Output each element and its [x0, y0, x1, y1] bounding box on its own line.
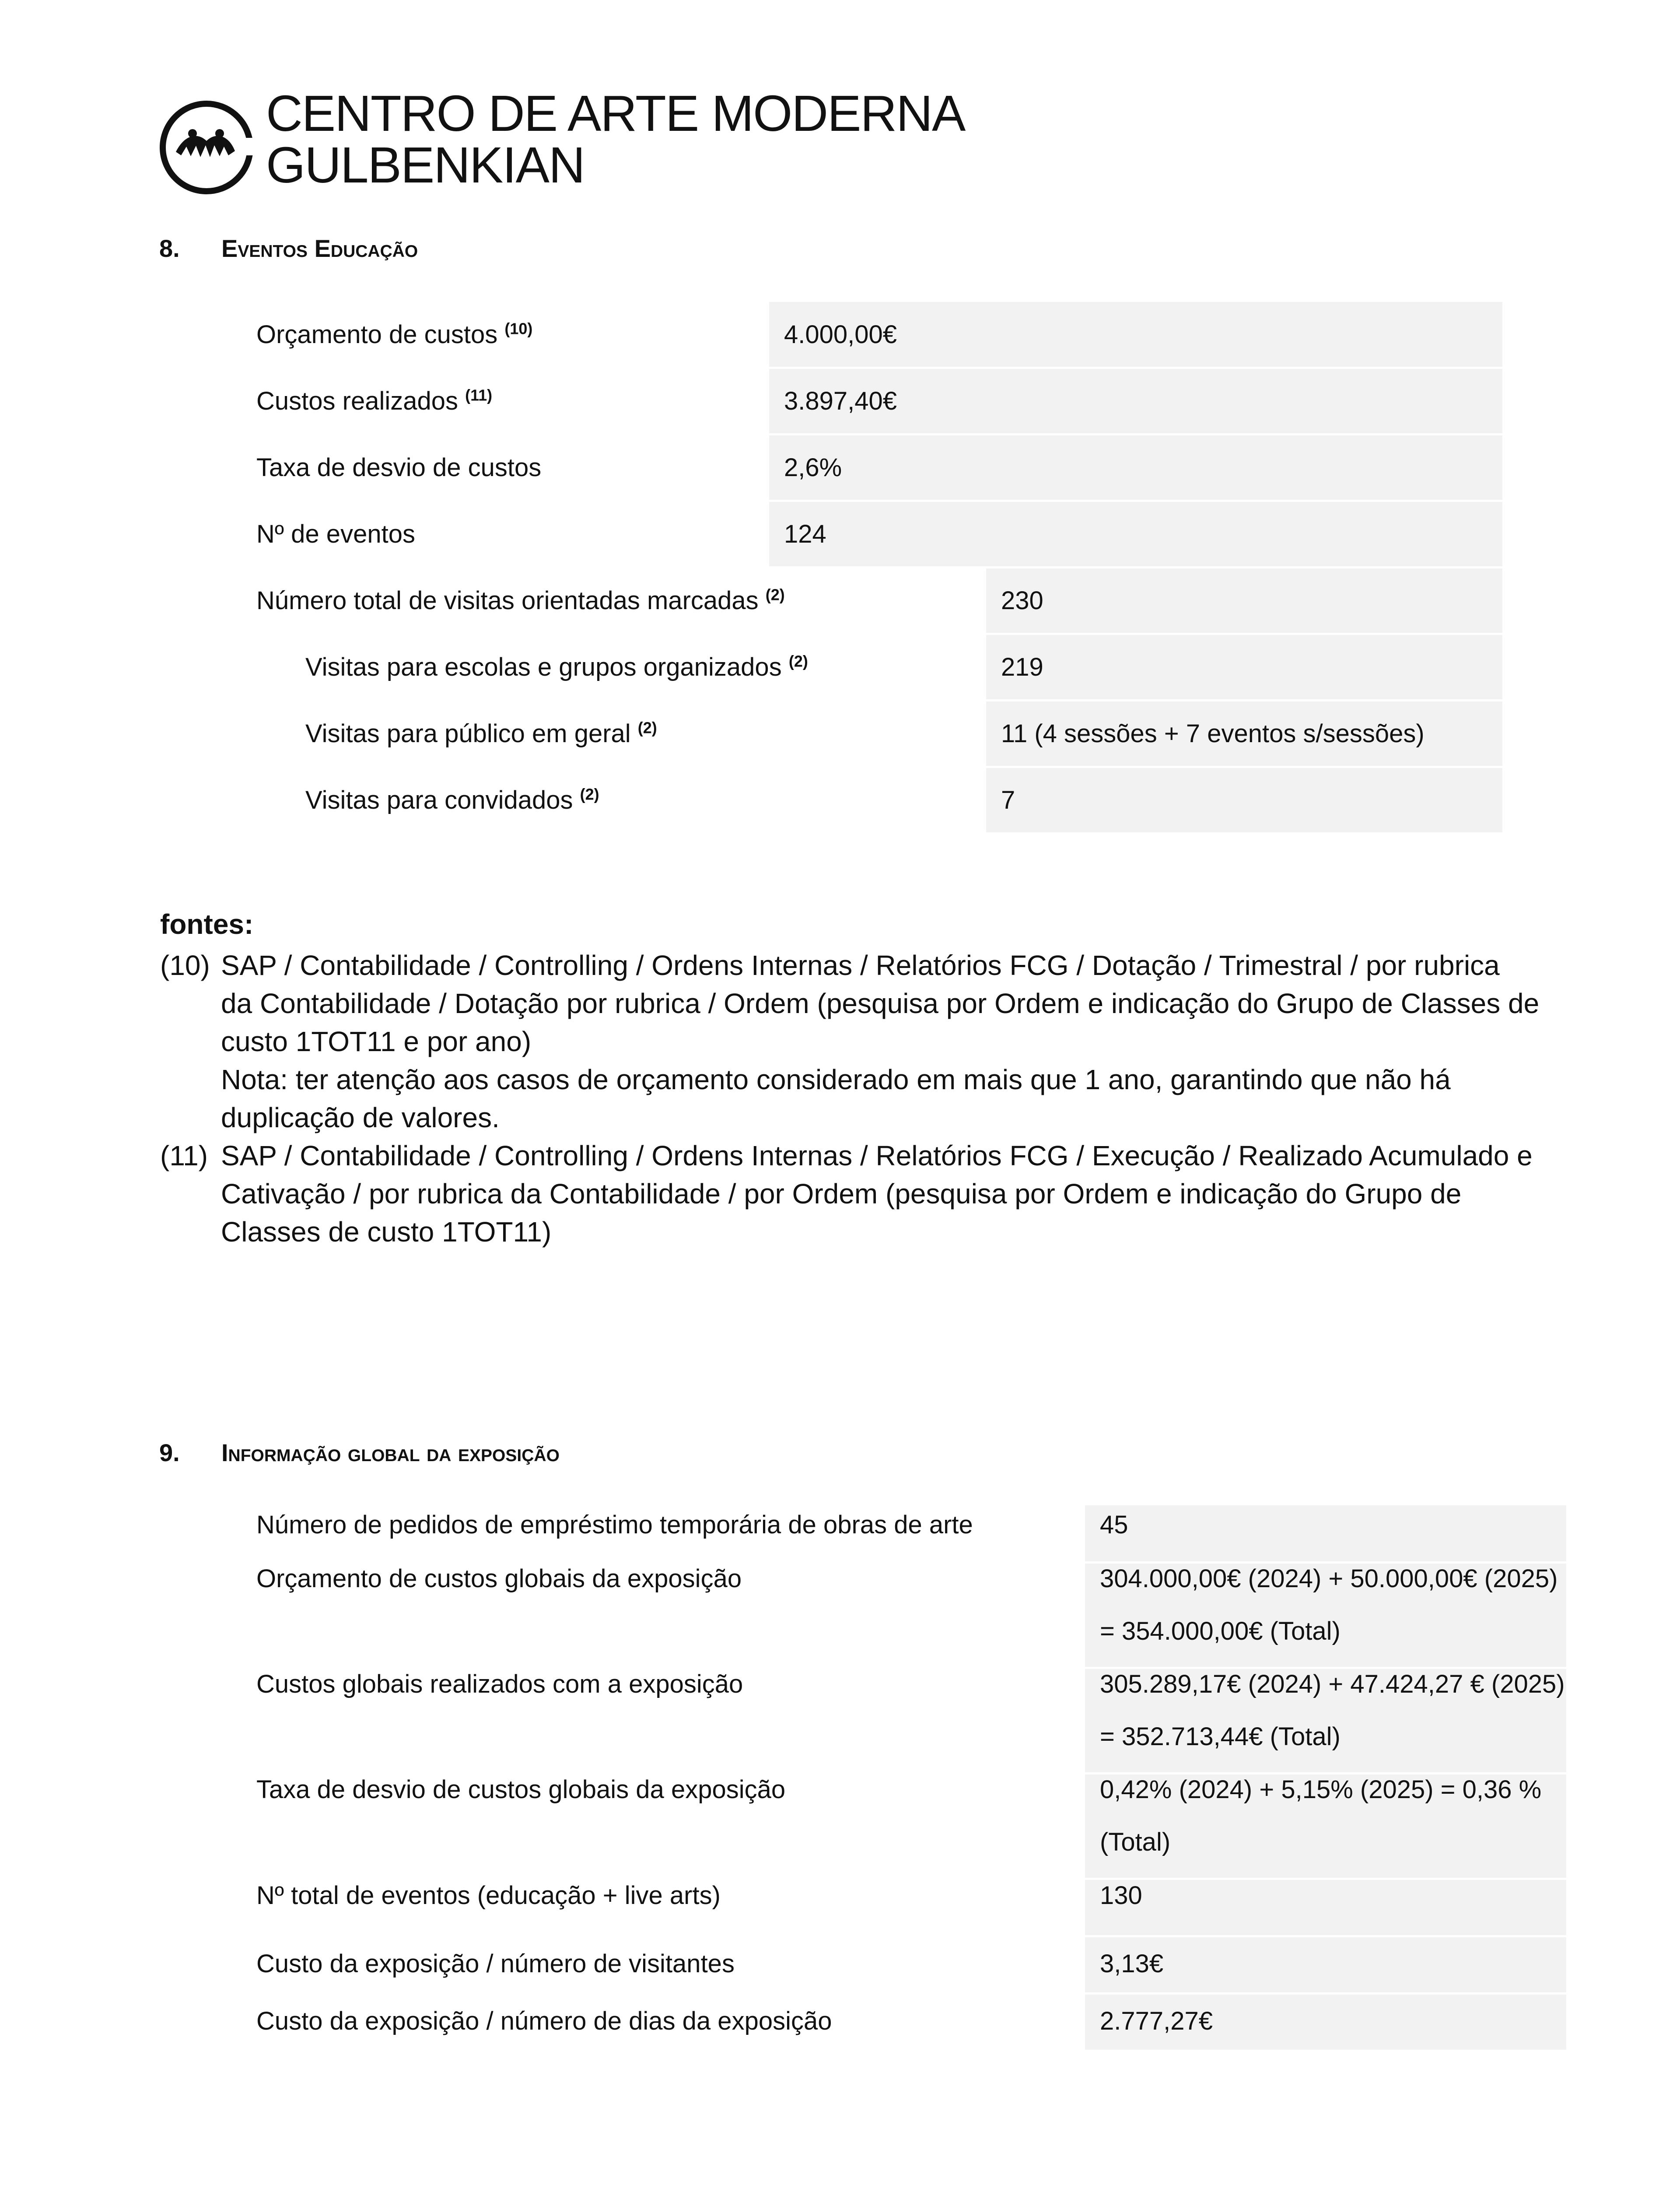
label-total-eventos: Nº total de eventos (educação + live arts) [256, 1881, 721, 1910]
sources-title: fontes: [160, 908, 254, 940]
logo-wordmark [266, 85, 965, 193]
value-custos-globais-line-1: 305.289,17€ (2024) + 47.424,27 € (2025) [1100, 1670, 1565, 1698]
value-taxa-desvio: 2,6% [784, 453, 842, 482]
label-total-visitas: Número total de visitas orientadas marcadas $^{(2)}$ [256, 586, 785, 615]
source-10-number: (10) [160, 950, 210, 981]
label-orcamento-global: Orçamento de custos globais da exposição [256, 1564, 742, 1593]
value-pedidos-emprestimo: 45 [1100, 1511, 1128, 1539]
value-custo-por-visitante: 3,13€ [1100, 1950, 1164, 1978]
logo-line-1: CENTRO DE ARTE MODERNA [266, 85, 965, 142]
value-custos-globais-line-2: = 352.713,44€ (Total) [1100, 1722, 1340, 1751]
value-total-visitas: 230 [1001, 586, 1043, 615]
value-custos-realizados: 3.897,40€ [784, 387, 897, 415]
source-10-note-line-2: duplicação de valores. [221, 1102, 500, 1133]
logo-line-2: GULBENKIAN [266, 137, 584, 193]
section-8-number: 8. [159, 235, 180, 262]
source-11-line-1: SAP / Contabilidade / Controlling / Ordens Internas / Relatórios FCG / Execução / Realizado Acumulado e [221, 1140, 1533, 1171]
value-taxa-desvio-global-line-2: (Total) [1100, 1828, 1171, 1856]
value-custo-por-dia: 2.777,27€ [1100, 2007, 1213, 2035]
value-num-eventos: 124 [784, 520, 826, 548]
label-custo-por-visitante: Custo da exposição / número de visitantes [256, 1950, 735, 1978]
label-custo-por-dia: Custo da exposição / número de dias da exposição [256, 2007, 832, 2035]
label-taxa-desvio-global: Taxa de desvio de custos globais da exposição [256, 1775, 786, 1804]
source-10-line-1: SAP / Contabilidade / Controlling / Ordens Internas / Relatórios FCG / Dotação / Trimestral / por rubrica [221, 950, 1500, 981]
source-10-note-line-1: Nota: ter atenção aos casos de orçamento considerado em mais que 1 ano, garantindo que não há [221, 1064, 1451, 1095]
section-9-title: Informação global da exposição [221, 1439, 560, 1466]
label-custos-realizados: Custos realizados $^{(11)}$ [256, 386, 493, 415]
value-visitas-publico: 11 (4 sessões + 7 eventos s/sessões) [1001, 719, 1424, 748]
gulbenkian-logo-icon [158, 99, 255, 196]
section-8-title: Eventos Educação [221, 235, 418, 262]
value-orcamento-global-line-1: 304.000,00€ (2024) + 50.000,00€ (2025) [1100, 1564, 1558, 1593]
source-11-number: (11) [160, 1140, 208, 1171]
source-10-line-3: custo 1TOT11 e por ano) [221, 1026, 532, 1057]
source-11-line-3: Classes de custo 1TOT11) [221, 1216, 552, 1248]
label-visitas-escolas: Visitas para escolas e grupos organizados $^{(2)}$ [305, 652, 808, 681]
section-9-number: 9. [159, 1439, 180, 1466]
source-10-line-2: da Contabilidade / Dotação por rubrica / Ordem (pesquisa por Ordem e indicação do Grupo de Classes de [221, 988, 1540, 1019]
label-taxa-desvio: Taxa de desvio de custos [256, 453, 542, 482]
value-visitas-convidados: 7 [1001, 786, 1015, 814]
label-visitas-convidados: Visitas para convidados $^{(2)}$ [305, 785, 599, 814]
label-custos-globais: Custos globais realizados com a exposição [256, 1670, 743, 1698]
value-orcamento-global-line-2: = 354.000,00€ (Total) [1100, 1617, 1340, 1645]
source-11-line-2: Cativação / por rubrica da Contabilidade / por Ordem (pesquisa por Ordem e indicação do Grupo de [221, 1178, 1462, 1210]
value-orcamento-custos: 4.000,00€ [784, 320, 897, 349]
label-orcamento-custos: Orçamento de custos $^{(10)}$ [256, 319, 533, 349]
value-taxa-desvio-global-line-1: 0,42% (2024) + 5,15% (2025) = 0,36 % [1100, 1775, 1542, 1804]
label-pedidos-emprestimo: Número de pedidos de empréstimo temporária de obras de arte [256, 1511, 973, 1539]
label-num-eventos: Nº de eventos [256, 520, 415, 548]
value-total-eventos: 130 [1100, 1881, 1142, 1910]
value-visitas-escolas: 219 [1001, 653, 1043, 681]
label-visitas-publico: Visitas para público em geral $^{(2)}$ [305, 719, 657, 748]
